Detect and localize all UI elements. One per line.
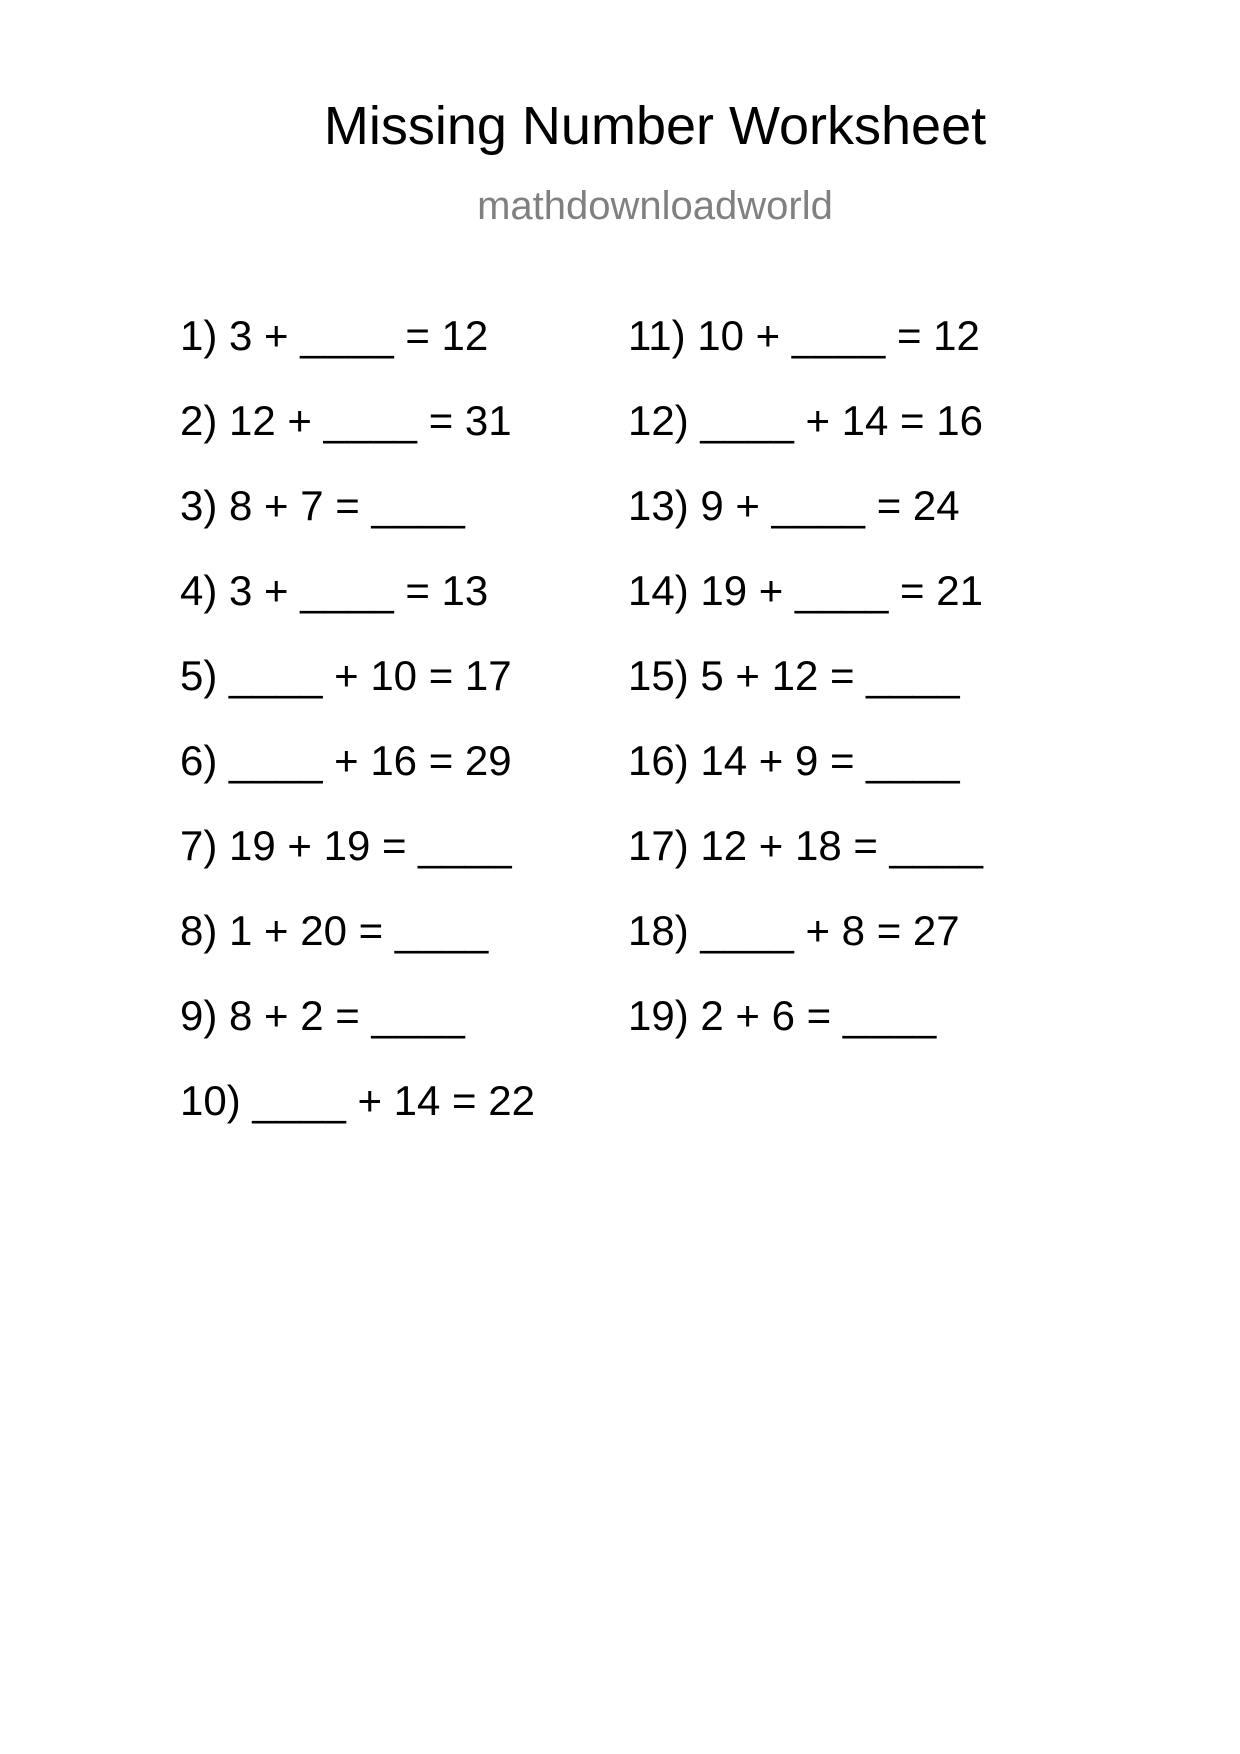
- problem-11: 11) 10 + ____ = 12: [628, 312, 980, 359]
- problem-3: 3) 8 + 7 = ____: [180, 482, 465, 529]
- problem-1: 1) 3 + ____ = 12: [180, 312, 489, 359]
- problem-19: 19) 2 + 6 = ____: [628, 992, 937, 1039]
- problem-16: 16) 14 + 9 = ____: [628, 737, 960, 784]
- problem-5: 5) ____ + 10 = 17: [180, 652, 512, 699]
- problem-13: 13) 9 + ____ = 24: [628, 482, 960, 529]
- problem-18: 18) ____ + 8 = 27: [628, 907, 960, 954]
- problem-4: 4) 3 + ____ = 13: [180, 567, 489, 614]
- problem-15: 15) 5 + 12 = ____: [628, 652, 960, 699]
- problem-17: 17) 12 + 18 = ____: [628, 822, 983, 869]
- problem-2: 2) 12 + ____ = 31: [180, 397, 512, 444]
- problem-12: 12) ____ + 14 = 16: [628, 397, 983, 444]
- problem-7: 7) 19 + 19 = ____: [180, 822, 512, 869]
- problem-6: 6) ____ + 16 = 29: [180, 737, 512, 784]
- page-title: Missing Number Worksheet: [323, 96, 987, 156]
- problem-9: 9) 8 + 2 = ____: [180, 992, 465, 1039]
- problem-8: 8) 1 + 20 = ____: [180, 907, 489, 954]
- problem-10: 10) ____ + 14 = 22: [180, 1077, 535, 1124]
- problem-14: 14) 19 + ____ = 21: [628, 567, 983, 614]
- page-subtitle: mathdownloadworld: [477, 184, 833, 228]
